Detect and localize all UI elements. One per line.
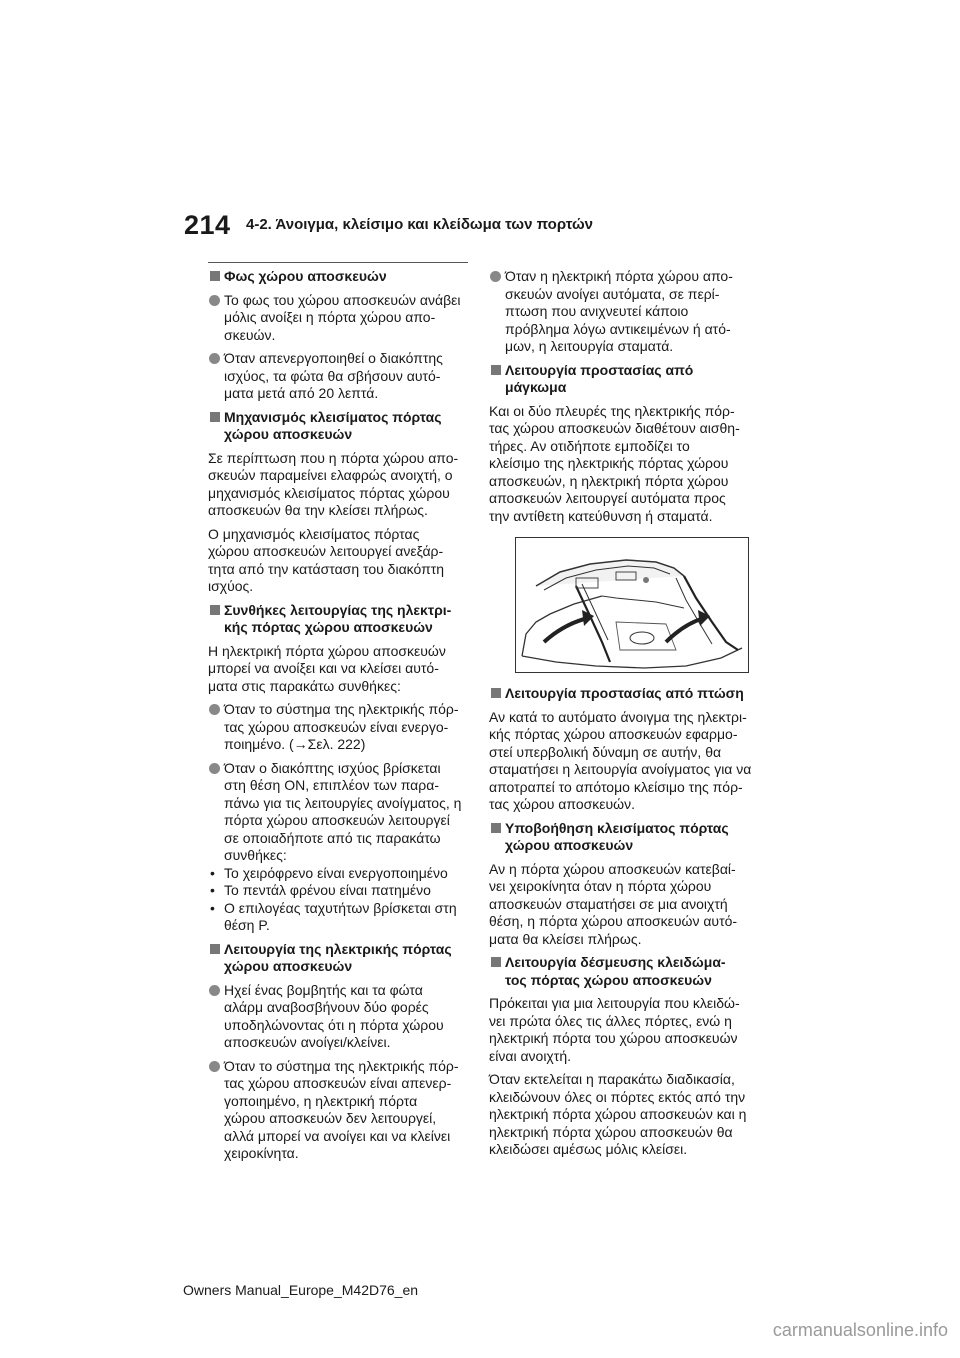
text-line: αλάρμ αναβοσβήνουν δύο φορές [224, 999, 429, 1015]
heading-trunk-light [208, 268, 470, 286]
page-number: 214 [184, 210, 231, 240]
heading-closing-assist [489, 820, 751, 855]
text-line: στεί υπερβολική δύναμη σε αυτήν, θα [489, 743, 722, 760]
text-line: Όταν η ηλεκτρική πόρτα χώρου απο- [505, 268, 733, 284]
paragraph [208, 526, 470, 596]
text-line: τας χώρου αποσκευών. [489, 796, 635, 812]
text-line: Το χειρόφρενο είναι ενεργοποιημένο [224, 864, 448, 881]
square-bullet-icon [210, 605, 220, 615]
text-line: Υποβοήθηση κλεισίματος πόρτας [505, 819, 729, 836]
text-line: Το φως του χώρου αποσκευών ανάβει [224, 291, 461, 308]
text-line: ηλεκτρική πόρτα του χώρου αποσκευών [489, 1030, 738, 1046]
text-line: Συνθήκες λειτουργίας της ηλεκτρι- [224, 601, 452, 618]
tailgate-drawing [516, 538, 748, 672]
sub-item [208, 882, 470, 900]
watermark: carmanualsonline.info [772, 1320, 948, 1340]
tailgate-sensor-illustration [515, 537, 749, 673]
paragraph [489, 709, 751, 814]
text-line: μπορεί να ανοίξει και να κλείσει αυτό- [208, 660, 439, 676]
text-line: Λειτουργία δέσμευσης κλειδώμα- [505, 954, 726, 970]
text-line: αλλά μπορεί να ανοίγει και να κλείνει [224, 1127, 451, 1144]
text-line: υποδηλώνοντας ότι η πόρτα χώρου [224, 1016, 444, 1033]
text-line: αποσκευών θα την κλείσει πλήρως. [208, 502, 428, 518]
text-line: μάγκωμα [505, 379, 567, 395]
text-line: ματα μετά από 20 λεπτά. [224, 385, 379, 401]
text-line: χώρου αποσκευών [224, 426, 353, 442]
text-line: χειροκίνητα. [224, 1145, 299, 1161]
text-line: στη θέση ON, επιπλέον των παρα- [224, 777, 439, 793]
text-line: χώρου αποσκευών [224, 958, 353, 974]
text-line: Μηχανισμός κλεισίματος πόρτας [224, 408, 442, 425]
sub-item [208, 900, 470, 935]
footer-text: Owners Manual_Europe_M42D76_en [183, 1282, 419, 1298]
text-line: σκευών ανοίγει αυτόματα, σε περί- [505, 285, 720, 302]
text-line: αποσκευών, η ηλεκτρική πόρτα χώρου [489, 472, 729, 489]
text-line: ισχύος, τα φώτα θα σβήσουν αυτό- [224, 367, 441, 384]
text-line: ματα στις παρακάτω συνθήκες: [208, 677, 401, 694]
text-line: Σε περίπτωση που η πόρτα χώρου απο- [208, 449, 459, 466]
left-column [208, 268, 470, 1169]
text-line: μηχανισμός κλεισίματος πόρτας χώρου [208, 484, 450, 501]
text-line: Και οι δύο πλευρές της ηλεκτρικής πόρ- [489, 402, 735, 419]
text-line: μόλις ανοίξει η πόρτα χώρου απο- [224, 309, 436, 325]
heading-jam-protection [489, 362, 751, 397]
header-divider [208, 262, 468, 263]
text-line: σταματήσει η λειτουργία ανοίγματος για να [489, 761, 752, 777]
text-line: αποσκευών ανοίγει/κλείνει. [224, 1034, 391, 1050]
sub-item [208, 865, 470, 883]
section-title: 4-2. Άνοιγμα, κλείσιμο και κλείδωμα των πορτών [246, 216, 593, 233]
sub-bullet-icon: • [210, 899, 215, 916]
heading-operating-conditions [208, 602, 470, 637]
square-bullet-icon [491, 823, 501, 833]
text-line: χώρου αποσκευών δεν λειτουργεί, [224, 1110, 437, 1126]
text-line: ηλεκτρική πόρτα χώρου αποσκευών και η [489, 1106, 747, 1122]
text-line: Πρόκειται για μια λειτουργία που κλειδώ- [489, 995, 740, 1011]
heading-closing-mechanism [208, 409, 470, 444]
text-line: κλείσιμο της ηλεκτρικής πόρτας χώρου [489, 455, 729, 471]
paragraph [208, 643, 470, 696]
paragraph [489, 403, 751, 526]
circle-bullet-icon [209, 985, 220, 996]
text-line: Όταν το σύστημα της ηλεκτρικής πόρ- [224, 1057, 459, 1074]
text-line: Όταν το σύστημα της ηλεκτρικής πόρ- [224, 701, 459, 717]
paragraph [489, 861, 751, 949]
text-line: είναι ανοιχτή. [489, 1047, 571, 1064]
text-line: τας χώρου αποσκευών είναι ενεργο- [224, 718, 449, 735]
bullet-item [208, 760, 470, 865]
text-line: αποτραπεί το απότομο κλείσιμο της πόρ- [489, 778, 743, 795]
square-bullet-icon [210, 412, 220, 422]
text-line: Η ηλεκτρική πόρτα χώρου αποσκευών [208, 642, 446, 659]
bullet-item [208, 982, 470, 1052]
text-line: σκευών παραμείνει ελαφρώς ανοιχτή, ο [208, 467, 453, 483]
text-line: τος πόρτας χώρου αποσκευών [505, 971, 712, 988]
text-line: Φως χώρου αποσκευών [224, 268, 387, 284]
text-line: Όταν εκτελείται η παρακάτω διαδικασία, [489, 1071, 735, 1087]
heading-fall-protection [489, 685, 751, 703]
heading-power-door-operation [208, 941, 470, 976]
text-line: νει χειροκίνητα όταν η πόρτα χώρου [489, 878, 712, 894]
text-line: κής πόρτας χώρου αποσκευών εφαρμο- [489, 726, 738, 742]
paragraph [489, 1071, 751, 1159]
sub-bullet-icon: • [210, 882, 215, 898]
text-line: κλειδώνουν όλες οι πόρτες εκτός από την [489, 1088, 746, 1105]
circle-bullet-icon [209, 1061, 220, 1072]
text-line: ηλεκτρική πόρτα χώρου αποσκευών θα [489, 1123, 733, 1140]
circle-bullet-icon [490, 271, 501, 282]
circle-bullet-icon [209, 353, 220, 364]
text-line: Ο μηχανισμός κλεισίματος πόρτας [208, 525, 420, 542]
text-line: χώρου αποσκευών [505, 837, 634, 853]
text-line: τήρες. Αν οτιδήποτε εμποδίζει το [489, 437, 690, 454]
text-line: την αντίθετη κατεύθυνση ή σταματά. [489, 507, 713, 524]
circle-bullet-icon [209, 763, 220, 774]
square-bullet-icon [491, 957, 501, 967]
text-line: γοποιημένο, η ηλεκτρική πόρτα [224, 1092, 418, 1109]
paragraph [489, 995, 751, 1065]
text-line: Αν η πόρτα χώρου αποσκευών κατεβαί- [489, 860, 736, 877]
text-line: συνθήκες: [224, 847, 287, 863]
text-line: Λειτουργία της ηλεκτρικής πόρτας [224, 940, 452, 957]
text-line: σε οποιαδήποτε από τις παρακάτω [224, 829, 441, 846]
square-bullet-icon [491, 365, 501, 375]
text-line: κλειδώσει αμέσως μόλις κλείσει. [489, 1141, 688, 1157]
circle-bullet-icon [209, 295, 220, 306]
text-line: μων, η λειτουργία σταματά. [505, 338, 674, 354]
text-line: θέση P. [224, 917, 270, 933]
text-line: ισχύος. [208, 578, 254, 594]
text-line: πάνω για τις λειτουργίες ανοίγματος, η [224, 794, 462, 811]
text-line: αποσκευών λειτουργεί αυτόματα προς [489, 490, 726, 506]
text-line: αποσκευών σταματήσει σε μια ανοιχτή [489, 895, 728, 912]
text-line: νει πρώτα όλες τις άλλες πόρτες, ενώ η [489, 1012, 732, 1029]
text-line: Ο επιλογέας ταχυτήτων βρίσκεται στη [224, 899, 457, 916]
text-line: τας χώρου αποσκευών είναι απενερ- [224, 1075, 452, 1091]
square-bullet-icon [491, 688, 501, 698]
text-line: τας χώρου αποσκευών διαθέτουν αισθη- [489, 420, 740, 436]
text-line: πτωση που ανιχνευτεί κάποιο [505, 303, 689, 319]
text-line: πόρτα χώρου αποσκευών λειτουργεί [224, 812, 450, 828]
text-line: πρόβλημα λόγω αντικειμένων ή ατό- [505, 320, 731, 337]
text-line: Αν κατά το αυτόματο άνοιγμα της ηλεκτρι- [489, 708, 747, 725]
text-line: Λειτουργία προστασίας από πτώση [505, 685, 744, 701]
text-line: θέση, η πόρτα χώρου αποσκευών αυτό- [489, 913, 738, 929]
square-bullet-icon [210, 271, 220, 281]
square-bullet-icon [210, 944, 220, 954]
sub-bullet-icon: • [210, 864, 215, 881]
bullet-item [208, 350, 470, 403]
text-line: τητα από την κατάσταση του διακόπτη [208, 560, 445, 577]
text-line: ματα θα κλείσει πλήρως. [489, 930, 642, 947]
text-line: Λειτουργία προστασίας από [505, 361, 694, 378]
text-line: κής πόρτας χώρου αποσκευών [224, 619, 433, 635]
bullet-item [489, 268, 751, 356]
heading-lock-reservation [489, 954, 751, 989]
text-line: χώρου αποσκευών λειτουργεί ανεξάρ- [208, 543, 444, 559]
text-line: Όταν απενεργοποιηθεί ο διακόπτης [224, 350, 443, 366]
bullet-item [208, 701, 470, 754]
right-column [489, 268, 751, 1165]
paragraph [208, 450, 470, 520]
bullet-item [208, 1058, 470, 1163]
text-line: Όταν ο διακόπτης ισχύος βρίσκεται [224, 759, 441, 776]
text-line: Το πεντάλ φρένου είναι πατημένο [224, 882, 431, 898]
circle-bullet-icon [209, 704, 220, 715]
bullet-item [208, 292, 470, 345]
text-line: ποιημένο. (→Σελ. 222) [224, 736, 366, 752]
text-line: σκευών. [224, 326, 276, 343]
text-line: Ηχεί ένας βομβητής και τα φώτα [224, 981, 423, 998]
